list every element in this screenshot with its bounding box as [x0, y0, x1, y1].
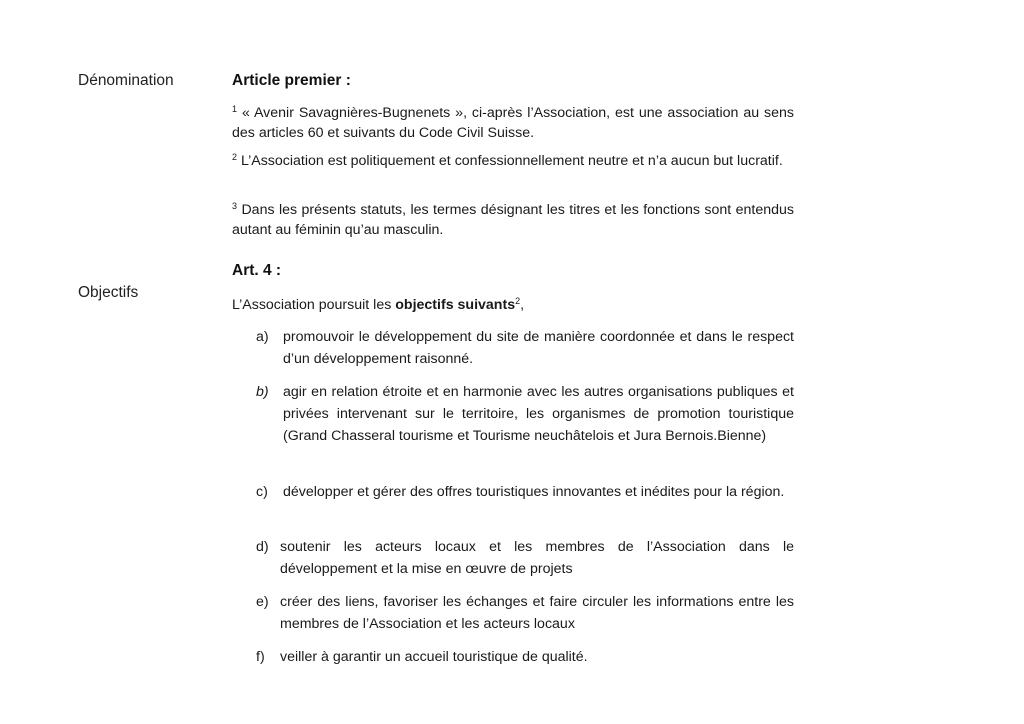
objective-item-e: [256, 591, 794, 635]
paragraph-number: 3: [232, 201, 238, 211]
objective-item-d: [256, 536, 794, 580]
list-item-text: veiller à garantir un accueil touristique de qualité.: [280, 649, 588, 665]
objective-item-b: [256, 381, 794, 447]
article-paragraph-1: [232, 103, 794, 143]
objective-item-c: [256, 481, 794, 503]
article-heading: Article premier :: [232, 72, 351, 89]
footnote-ref: 2: [515, 296, 521, 306]
article-paragraph-2: [232, 151, 794, 171]
list-item-text: agir en relation étroite et en harmonie avec les autres organisations publiques et privées intervenant sur le territoire, les organismes de promotion touristique (Grand Chasseral tourisme et Tourisme neuchâtelois et Jura Bernois.Bienne): [283, 384, 794, 444]
list-marker: a): [256, 329, 269, 345]
objective-item-a: [256, 326, 794, 370]
article-paragraph-3: [232, 200, 794, 240]
list-marker: c): [256, 484, 268, 500]
margin-label-objectifs: Objectifs: [78, 284, 139, 301]
paragraph-text: Dans les présents statuts, les termes désignant les titres et les fonctions sont entendus autant au féminin qu’au masculin.: [232, 202, 794, 238]
paragraph-number: 1: [232, 104, 238, 114]
paragraph-text: L’Association est politiquement et confessionnellement neutre et n’a aucun but lucratif.: [240, 153, 783, 169]
intro-punct: ,: [520, 297, 525, 313]
paragraph-text: « Avenir Savagnières-Bugnenets », ci-après l’Association, est une association au sens des articles 60 et suivants du Code Civil Suisse.: [232, 105, 794, 141]
intro-bold-text: objectifs suivants: [395, 297, 516, 313]
paragraph-number: 2: [232, 152, 238, 162]
list-item-text: développer et gérer des offres touristiques innovantes et inédites pour la région.: [283, 484, 785, 500]
list-item-text: créer des liens, favoriser les échanges et faire circuler les informations entre les membres de l’Association et les acteurs locaux: [280, 594, 794, 632]
list-marker: b): [256, 384, 269, 400]
objective-item-f: [256, 646, 794, 668]
list-marker: f): [256, 649, 265, 665]
margin-label-denomination: Dénomination: [78, 72, 174, 89]
list-item-text: soutenir les acteurs locaux et les membres de l’Association dans le développement et la mise en œuvre de projets: [280, 539, 794, 577]
list-marker: d): [256, 539, 269, 555]
list-item-text: promouvoir le développement du site de manière coordonnée et dans le respect d’un développement raisonné.: [283, 329, 794, 367]
objectives-intro: [232, 295, 794, 315]
list-marker: e): [256, 594, 269, 610]
intro-text: L’Association poursuit les: [232, 297, 396, 313]
article-heading: Art. 4 :: [232, 262, 282, 279]
